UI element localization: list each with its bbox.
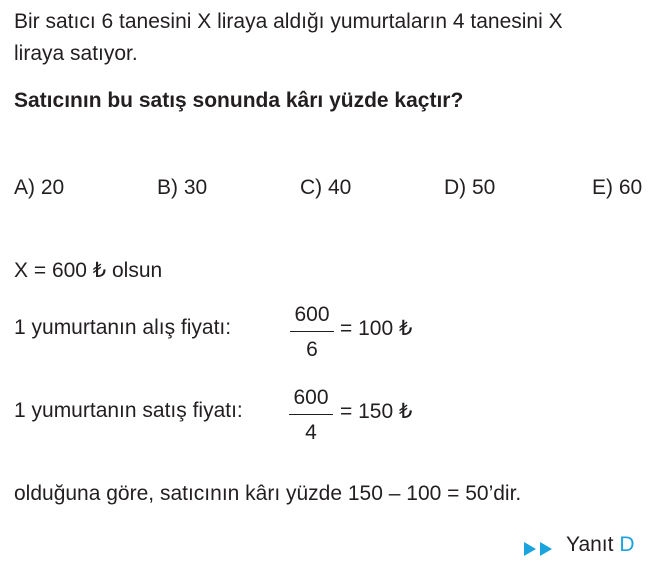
solution-assumption: X = 600 ₺ olsun	[14, 259, 163, 282]
option-e: E) 60	[592, 176, 643, 199]
double-play-arrow-icon	[524, 540, 558, 563]
buy-price-numerator: 600	[294, 303, 330, 326]
answer-label: Yanıt	[566, 533, 614, 556]
sell-price-numerator: 600	[293, 386, 329, 409]
option-d: D) 50	[444, 176, 496, 199]
answer-letter: D	[619, 533, 635, 556]
solution-conclusion: olduğuna göre, satıcının kârı yüzde 150 – 100 = 50’dir.	[14, 482, 522, 505]
option-c: C) 40	[300, 176, 352, 199]
option-a: A) 20	[14, 176, 65, 199]
buy-price-fraction	[290, 302, 334, 363]
fraction-bar	[290, 331, 334, 332]
sell-price-result: = 150 ₺	[340, 400, 413, 423]
sell-price-denominator: 4	[305, 421, 317, 444]
question-line-2: liraya satıyor.	[14, 42, 138, 65]
answer-indicator	[566, 533, 635, 557]
sell-price-fraction	[289, 385, 333, 446]
buy-price-denominator: 6	[306, 338, 318, 361]
question-prompt: Satıcının bu satış sonunda kârı yüzde kaçtır?	[14, 89, 464, 112]
sell-price-label: 1 yumurtanın satış fiyatı:	[14, 399, 243, 422]
buy-price-label: 1 yumurtanın alış fiyatı:	[14, 316, 232, 339]
buy-price-result: = 100 ₺	[340, 317, 413, 340]
option-b: B) 30	[157, 176, 208, 199]
question-line-1: Bir satıcı 6 tanesini X liraya aldığı yumurtaların 4 tanesini X	[14, 10, 563, 33]
fraction-bar	[289, 414, 333, 415]
